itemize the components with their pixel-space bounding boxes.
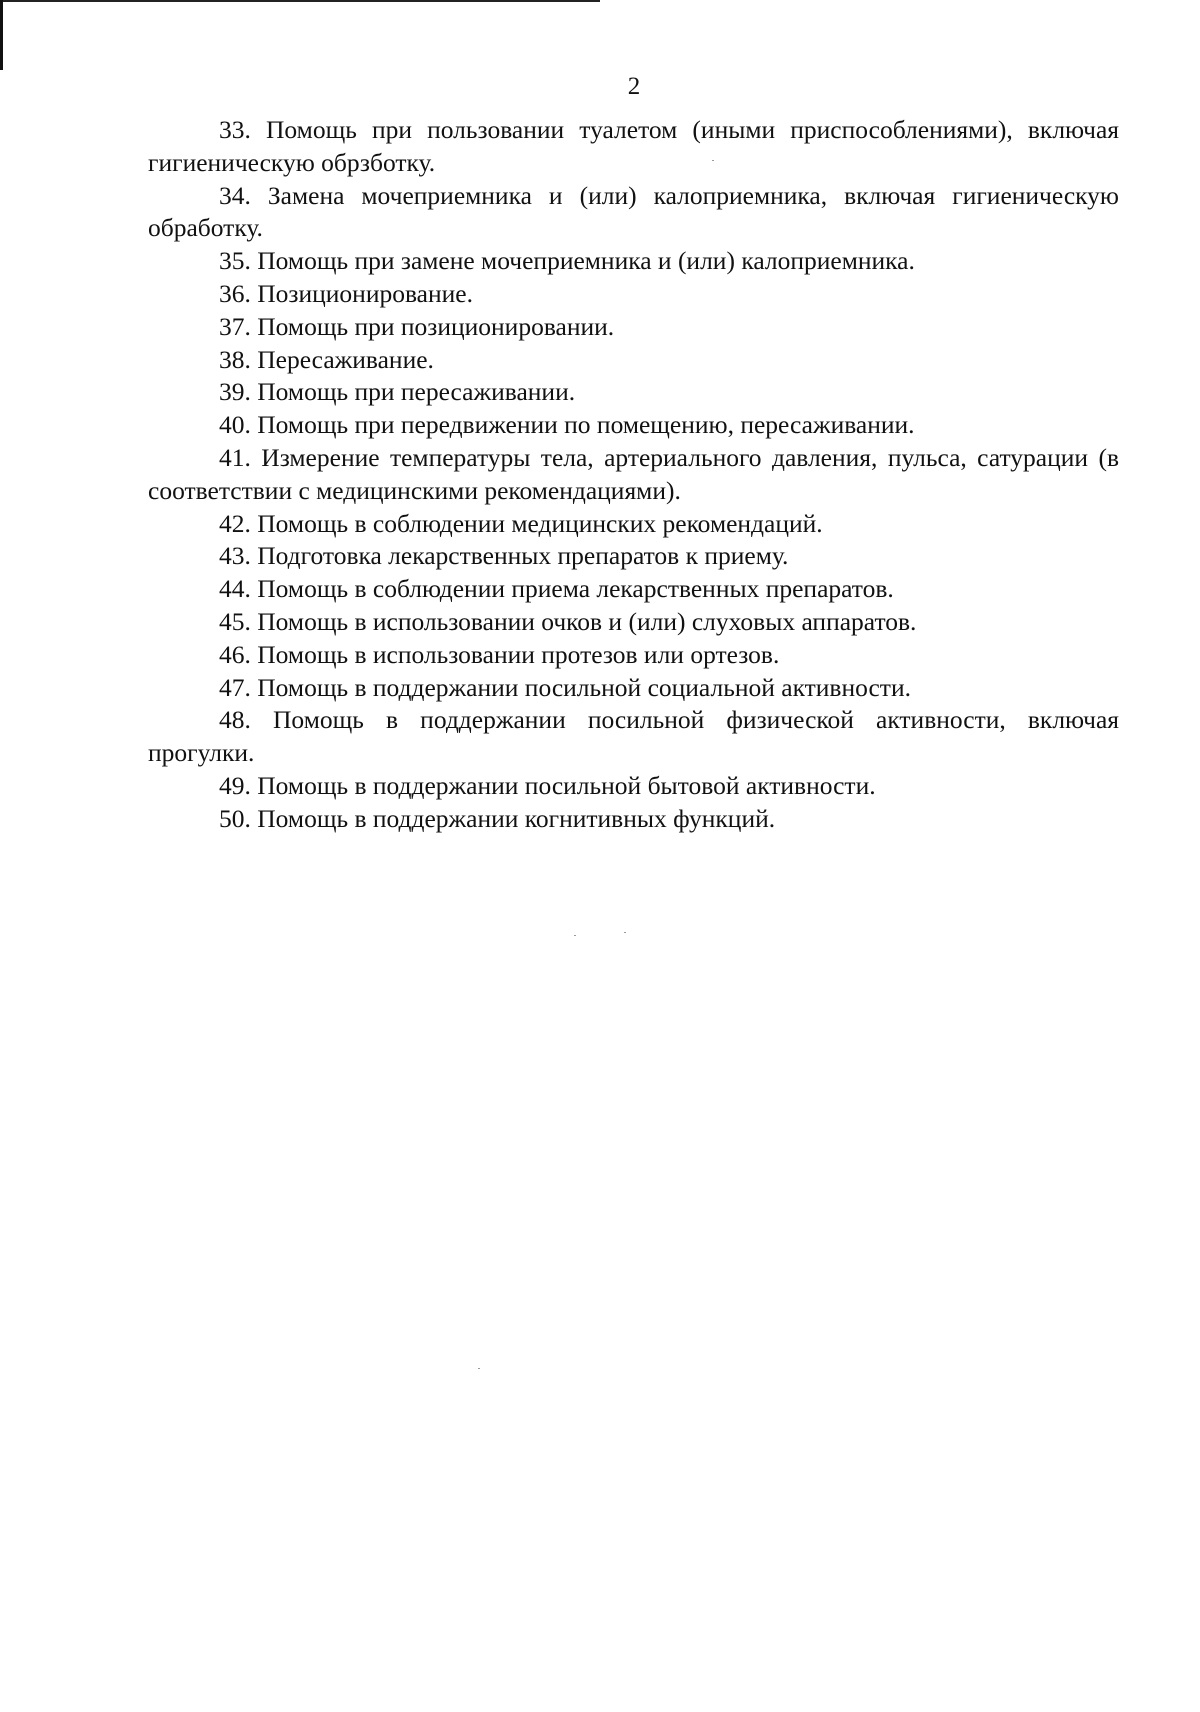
list-item: 47. Помощь в поддержании посильной социальной активности. bbox=[219, 672, 911, 702]
list-item: 39. Помощь при пересаживании. bbox=[219, 377, 576, 407]
list-item: 46. Помощь в использовании протезов или ортезов. bbox=[219, 639, 780, 669]
list-item: 42. Помощь в соблюдении медицинских рекомендаций. bbox=[219, 508, 823, 538]
list-item: 50. Помощь в поддержании когнитивных функций. bbox=[219, 803, 776, 833]
list-item: 35. Помощь при замене мочеприемника и (или) калоприемника. bbox=[219, 246, 915, 276]
document-body bbox=[148, 114, 1119, 836]
scan-speck bbox=[478, 1368, 480, 1369]
list-item: 45. Помощь в использовании очков и (или) слуховых аппаратов. bbox=[219, 606, 917, 636]
list-item: 48. Помощь в поддержании посильной физической активности, включая прогулки. bbox=[148, 705, 1119, 768]
list-item: 36. Позиционирование. bbox=[219, 278, 473, 308]
list-item: 49. Помощь в поддержании посильной бытовой активности. bbox=[219, 770, 876, 800]
scan-edge-left bbox=[0, 0, 3, 70]
list-item: 33. Помощь при пользовании туалетом (иными приспособлениями), включая гигиеническую обрзботку. bbox=[148, 115, 1119, 177]
list-item: 43. Подготовка лекарственных препаратов к приему. bbox=[219, 541, 789, 571]
list-item: 40. Помощь при передвижении по помещению, пересаживании. bbox=[219, 410, 915, 440]
list-item: 34. Замена мочеприемника и (или) калоприемника, включая гигиеническую обработку. bbox=[148, 180, 1119, 243]
list-item: 41. Измерение температуры тела, артериального давления, пульса, сатурации (в соответствии с медицинскими рекомендациями). bbox=[148, 442, 1119, 505]
list-item: 37. Помощь при позиционировании. bbox=[219, 311, 615, 341]
list-item: 44. Помощь в соблюдении приема лекарственных препаратов. bbox=[219, 574, 894, 604]
scan-speck bbox=[624, 932, 626, 933]
page-number: 2 bbox=[627, 73, 641, 100]
scan-speck bbox=[574, 935, 576, 936]
list-item: 38. Пересаживание. bbox=[219, 344, 434, 374]
scan-edge-top bbox=[0, 0, 600, 2]
